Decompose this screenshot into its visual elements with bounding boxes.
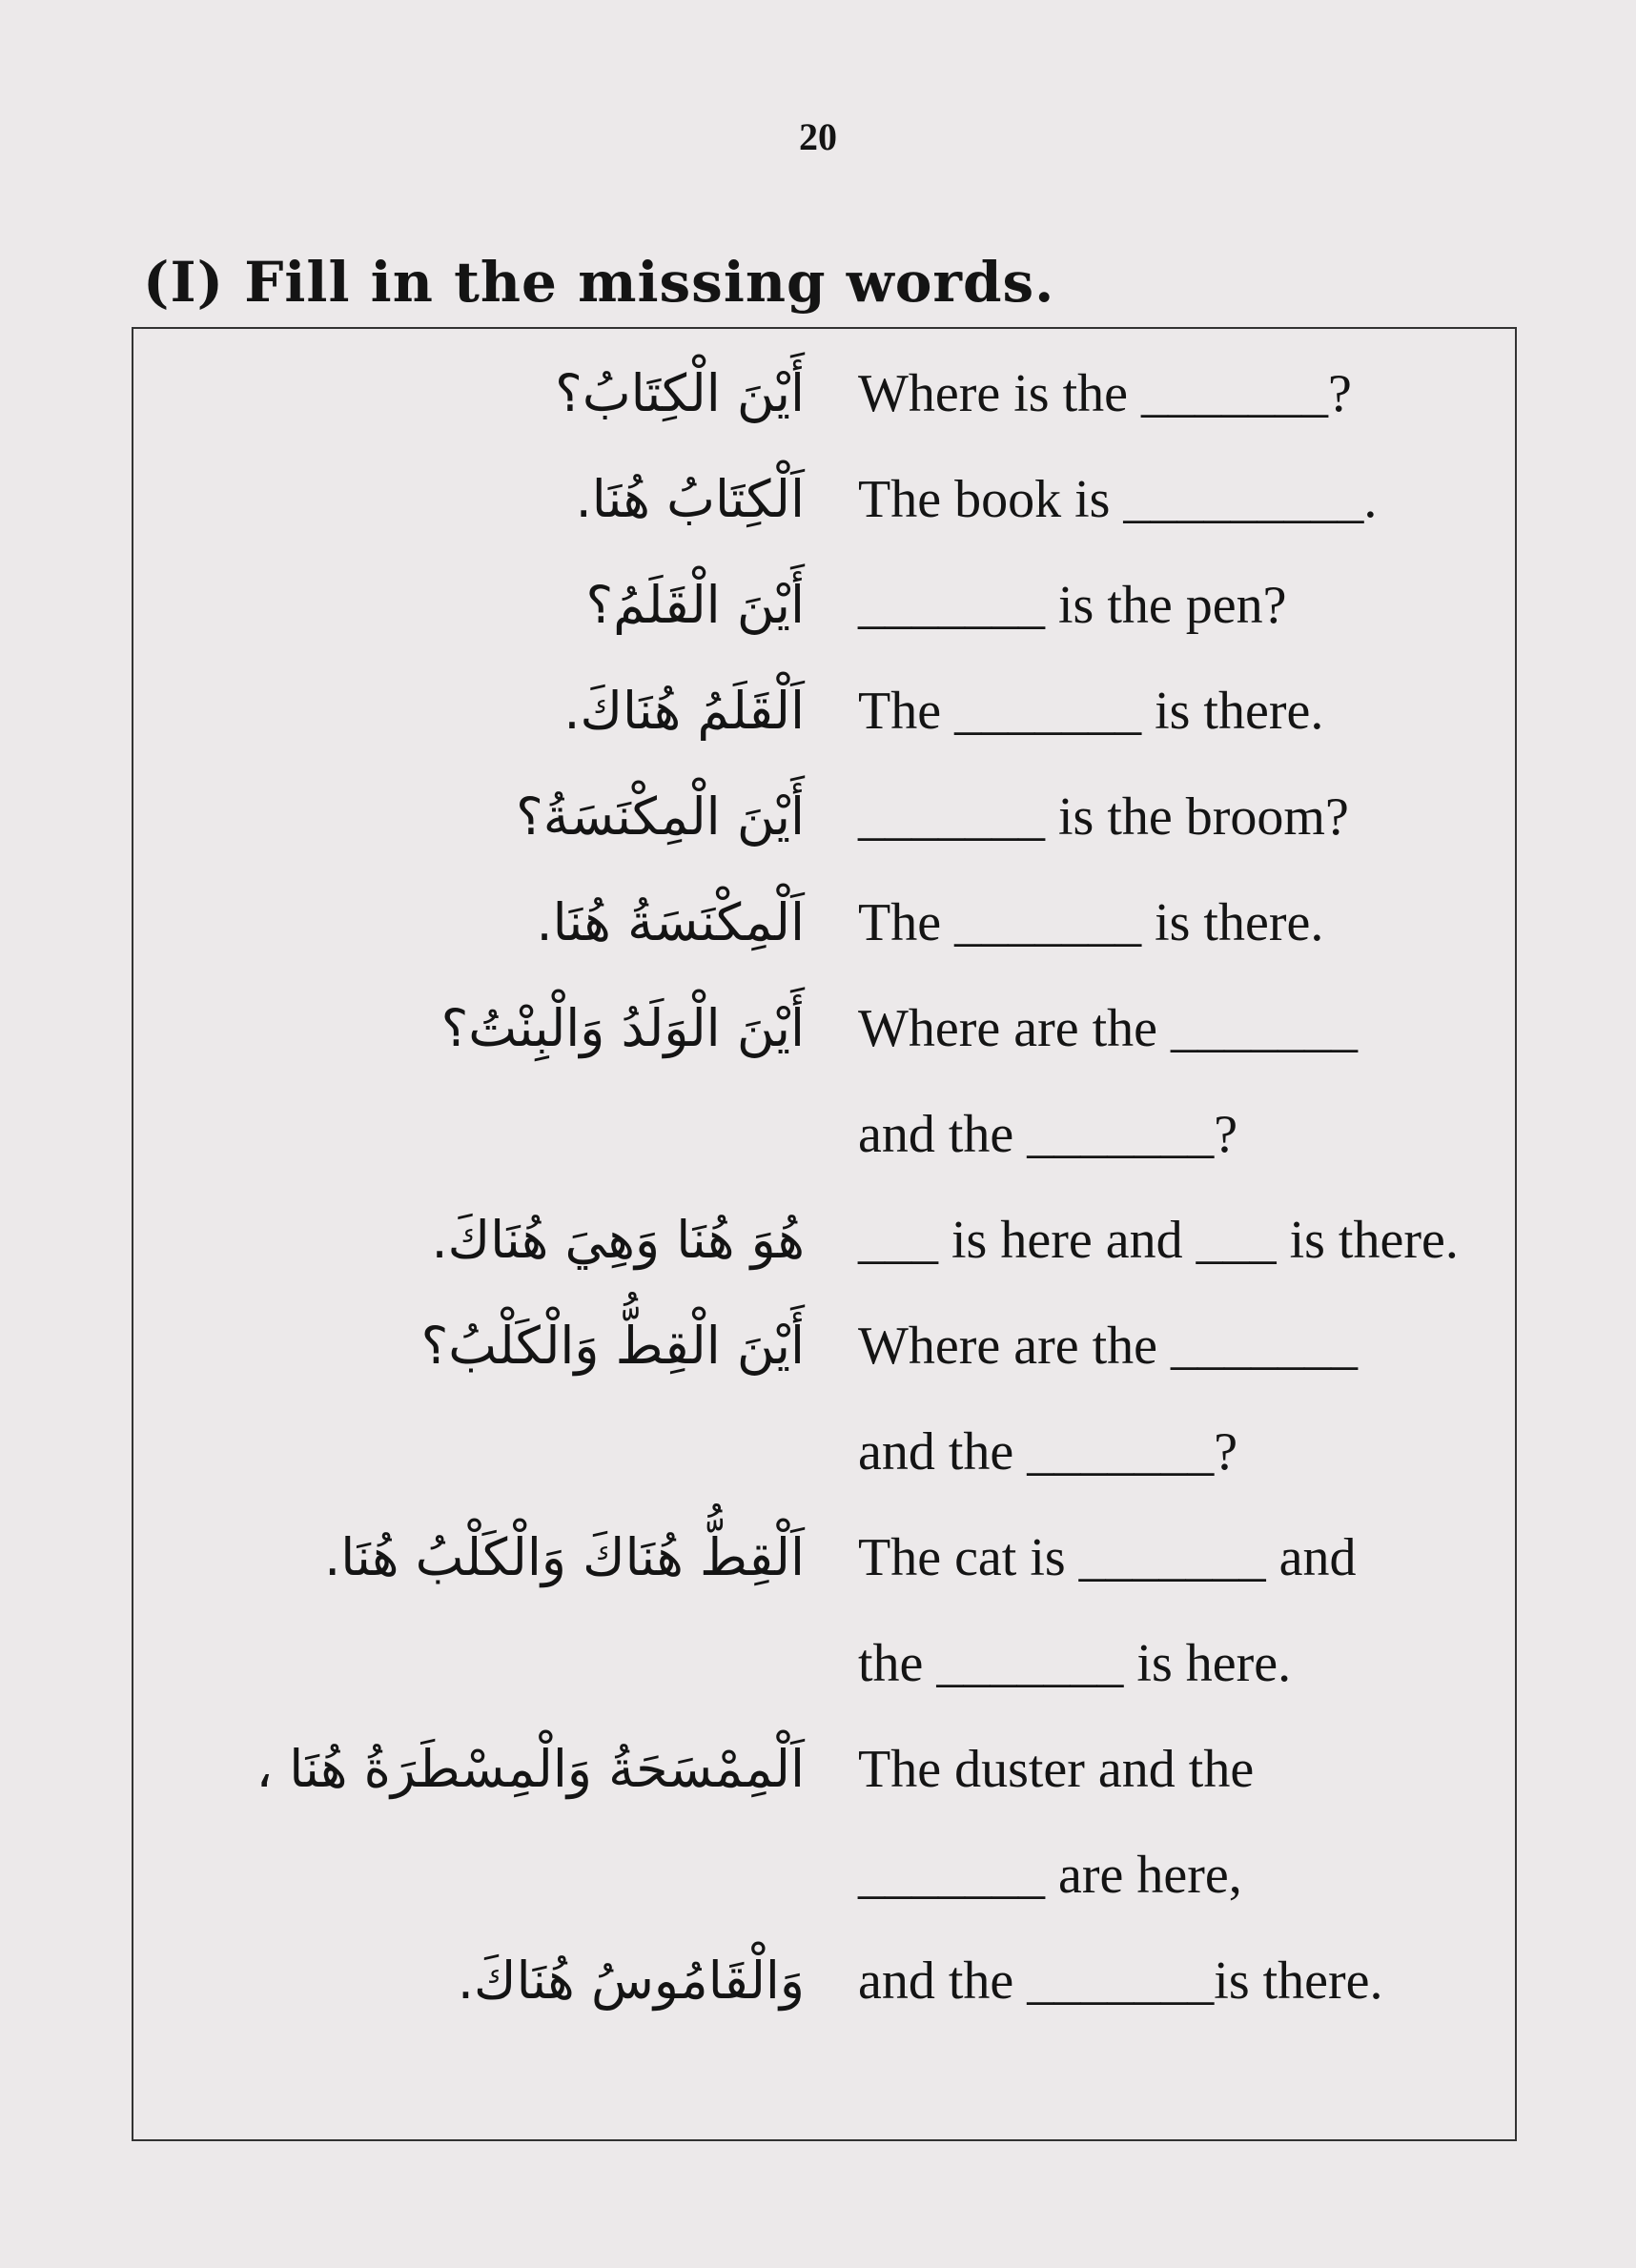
arabic-sentence: أَيْنَ الْكِتَابُ؟ <box>555 363 805 423</box>
arabic-sentence: أَيْنَ الْقِطُّ وَالْكَلْبُ؟ <box>420 1316 805 1376</box>
exercise-row <box>0 1611 1636 1716</box>
arabic-sentence: اَلْمِكْنَسَةُ هُنَا. <box>536 892 805 952</box>
exercise-row <box>0 870 1636 975</box>
english-sentence: the _______ is here. <box>858 1634 1292 1693</box>
exercise-row <box>0 765 1636 869</box>
english-sentence: and the _______? <box>858 1422 1238 1481</box>
arabic-sentence: اَلْقِطُّ هُنَاكَ وَالْكَلْبُ هُنَا. <box>324 1527 805 1587</box>
english-sentence: _______ are here, <box>858 1846 1242 1905</box>
exercise-row <box>0 1929 1636 2033</box>
exercise-row <box>0 659 1636 764</box>
exercise-heading: (I) Fill in the missing words. <box>143 250 1055 315</box>
exercise-row <box>0 1823 1636 1928</box>
english-sentence: Where is the _______? <box>858 364 1352 423</box>
arabic-sentence: وَالْقَامُوسُ هُنَاكَ. <box>457 1951 805 2011</box>
english-sentence: The _______ is there. <box>858 682 1324 741</box>
arabic-sentence: اَلْكِتَابُ هُنَا. <box>575 469 805 529</box>
exercise-row <box>0 1505 1636 1610</box>
english-sentence: The duster and the <box>858 1740 1255 1799</box>
english-sentence: Where are the _______ <box>858 1317 1358 1376</box>
english-sentence: The book is _________. <box>858 470 1378 529</box>
exercise-row <box>0 553 1636 658</box>
exercise-row <box>0 1082 1636 1187</box>
exercise-row <box>0 976 1636 1081</box>
page-number: 20 <box>799 115 837 158</box>
english-sentence: _______ is the broom? <box>858 787 1349 847</box>
english-sentence: The cat is _______ and <box>858 1528 1357 1587</box>
english-sentence: Where are the _______ <box>858 999 1358 1058</box>
exercise-row <box>0 1188 1636 1293</box>
english-sentence: The _______ is there. <box>858 893 1324 952</box>
english-sentence: and the _______? <box>858 1105 1238 1164</box>
exercise-row <box>0 1717 1636 1822</box>
exercise-row <box>0 341 1636 446</box>
exercise-row <box>0 1400 1636 1504</box>
exercise-row <box>0 1294 1636 1399</box>
arabic-sentence: أَيْنَ الْمِكْنَسَةُ؟ <box>516 787 805 847</box>
arabic-sentence: هُوَ هُنَا وَهِيَ هُنَاكَ. <box>431 1210 805 1270</box>
arabic-sentence: أَيْنَ الْقَلَمُ؟ <box>585 575 805 635</box>
english-sentence: _______ is the pen? <box>858 576 1287 635</box>
arabic-sentence: اَلْمِمْسَحَةُ وَالْمِسْطَرَةُ هُنَا ، <box>256 1739 805 1799</box>
arabic-sentence: اَلْقَلَمُ هُنَاكَ. <box>563 681 805 741</box>
arabic-sentence: أَيْنَ الْوَلَدُ وَالْبِنْتُ؟ <box>440 998 805 1058</box>
english-sentence: and the _______is there. <box>858 1951 1383 2011</box>
english-sentence: ___ is here and ___ is there. <box>858 1211 1459 1270</box>
exercise-row <box>0 447 1636 552</box>
